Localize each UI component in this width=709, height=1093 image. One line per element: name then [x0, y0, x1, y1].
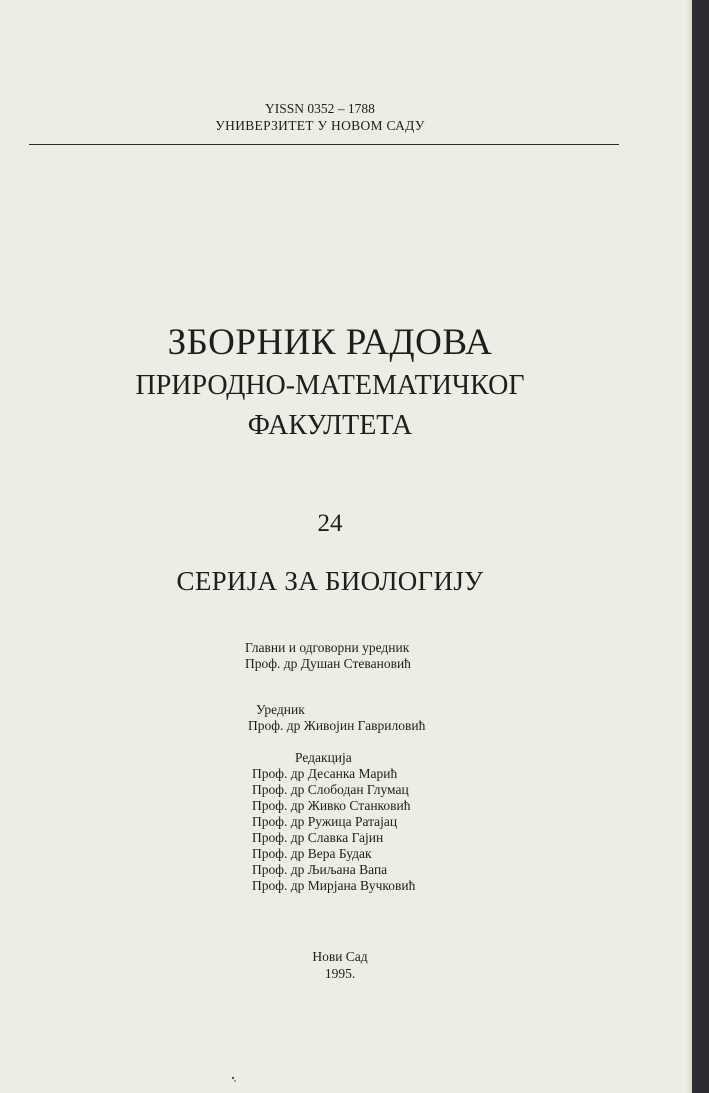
- header: [0, 100, 640, 134]
- editor-name: Проф. др Живојин Гавриловић: [248, 718, 426, 733]
- ink-speck-icon: [230, 1075, 238, 1083]
- issn: YISSN 0352 – 1788: [265, 101, 375, 116]
- chief-editor-block: [245, 640, 411, 672]
- volume-number: 24: [317, 510, 343, 537]
- publication-city: Нови Сад: [312, 949, 368, 964]
- board-member: Проф. др Славка Гајин: [252, 830, 384, 845]
- board-member: Проф. др Љиљана Вапа: [252, 862, 388, 877]
- chief-editor-name: Проф. др Душан Стевановић: [245, 656, 411, 671]
- university-name: УНИВЕРЗИТЕТ У НОВОМ САДУ: [215, 118, 425, 133]
- board-member: Проф. др Ружица Ратајац: [252, 814, 398, 829]
- title-line-3: ФАКУЛТЕТА: [247, 410, 413, 441]
- chief-editor-label: Главни и одговорни уредник: [245, 640, 410, 655]
- board-member: Проф. др Живко Станковић: [252, 798, 411, 813]
- editorial-board: [252, 750, 415, 894]
- board-member: Проф. др Мирјана Вучковић: [252, 878, 416, 893]
- journal-title: [0, 323, 660, 445]
- editorial-board-label: Редакција: [295, 750, 352, 765]
- title-line-2: ПРИРОДНО-МАТЕМАТИЧКОГ: [135, 370, 525, 401]
- board-member: Проф. др Вера Будак: [252, 846, 372, 861]
- board-member: Проф. др Слободан Глумац: [252, 782, 409, 797]
- board-member: Проф. др Десанка Марић: [252, 766, 398, 781]
- imprint: [0, 948, 680, 982]
- editor-block: [248, 702, 425, 734]
- publication-year: 1995.: [324, 966, 356, 981]
- series-title: СЕРИЈА ЗА БИОЛОГИЈУ: [176, 566, 484, 596]
- editor-label: Уредник: [256, 702, 305, 717]
- title-line-1: ЗБОРНИК РАДОВА: [167, 322, 493, 363]
- header-rule: [29, 144, 619, 145]
